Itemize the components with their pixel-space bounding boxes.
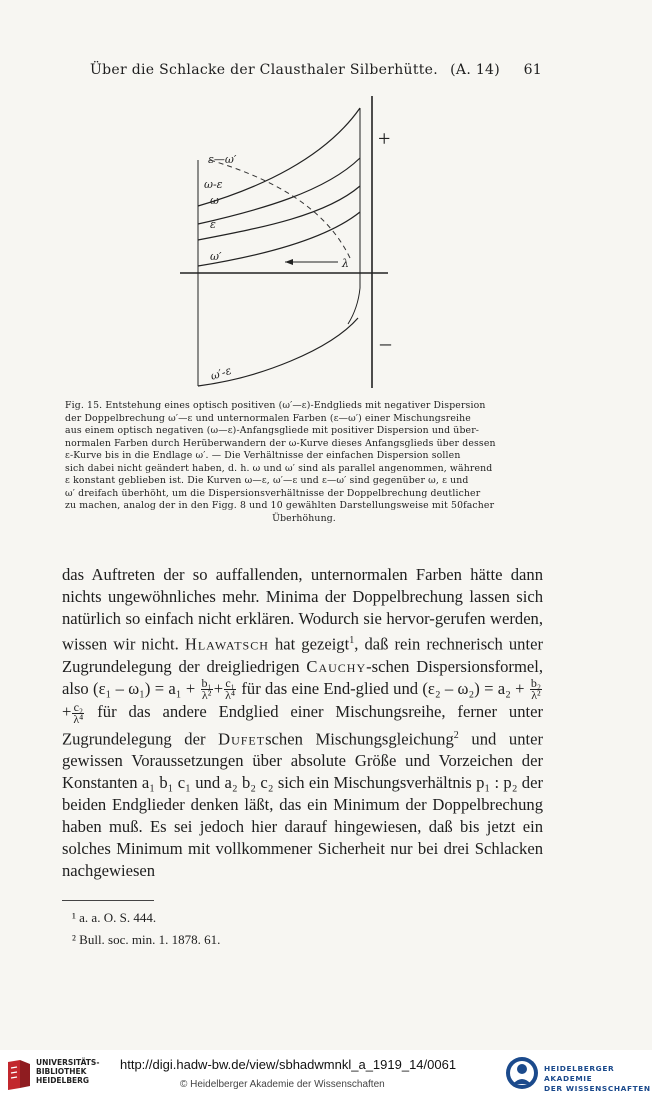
caption-line: ω′ dreifach überhöht, um die Dispersionsverhältnisse der Doppelbrechung deutlicher: [65, 487, 481, 499]
label-omega: ω: [210, 194, 219, 207]
author-cauchy: Cauchy: [306, 656, 367, 676]
footnotes: [72, 907, 220, 951]
footnote-mark-2: 2: [453, 729, 459, 741]
copyright-notice: © Heidelberger Akademie der Wissenschaften: [180, 1079, 385, 1090]
page-header: [90, 62, 542, 84]
running-title: Über die Schlacke der Clausthaler Silberhütte.: [90, 62, 439, 78]
author-hlawatsch: Hlawatsch: [184, 634, 269, 654]
label-omega-prime: ω′: [210, 250, 222, 263]
label-eps-omega-prime: ε—ω′: [208, 153, 237, 166]
curve-omega: [198, 158, 360, 224]
caption-line: ε-Kurve bis in die Endlage ω′. — Die Verhältnisse der einfachen Dispersion sollen: [65, 450, 461, 461]
permalink-url[interactable]: http://digi.hadw-bw.de/view/sbhadwmnkl_a_1919_14/0061: [120, 1057, 457, 1072]
author-dufet: Dufet: [218, 729, 266, 749]
caption-line: Fig. 15. Entstehung eines optisch positiven (ω′—ε)-Endglieds mit negativer Dispersion: [65, 400, 486, 411]
caption-line: sich dabei nicht geändert haben, d. h. ω und ω′ sind als parallel angenommen, während: [65, 462, 493, 474]
footnote-mark-1: 1: [349, 635, 355, 646]
dispersion-diagram: [150, 88, 410, 398]
academy-logo-icon: [504, 1054, 540, 1092]
caption-line: normalen Farben durch Herüberwandern der ω-Kurve dieses Anfangsglieds über dessen: [65, 437, 496, 449]
library-name: UNIVERSITÄTS- BIBLIOTHEK HEIDELBERG: [36, 1058, 100, 1085]
page-number: 61: [523, 62, 542, 78]
formula-1: (ε₁ – ω₁) = a₁ + $\frac{\text{b₁}}{\text{λ²}}$ + $\frac{\text{c₁}}{\text{λ⁴}}$: [93, 676, 236, 703]
footnote-divider: [62, 900, 154, 901]
university-library-logo-icon: [6, 1058, 32, 1092]
figure-caption: [65, 400, 543, 525]
footer-bar: [0, 1050, 652, 1097]
formula-2: (ε₂ – ω₂) = a₂ + $\frac{\text{b₂}}{\text{λ²}}$ + $\frac{\text{c₂}}{\text{λ⁴}}$: [62, 676, 542, 726]
caption-line: zu machen, analog der in den Figg. 8 und 10 gewählten Darstellungsweise mit 50facher: [65, 500, 495, 511]
minus-sign: –: [380, 330, 391, 355]
figure-15: [150, 88, 410, 398]
caption-line: ε konstant geblieben ist. Die Kurven ω—ε, ω′—ε und ε—ω′ sind gegenüber ω, ε und: [65, 475, 469, 486]
caption-line: aus einem optisch negativen (ω—ε)-Anfangsgliede mit positiver Dispersion und über-: [65, 425, 480, 436]
body-text: [62, 564, 543, 882]
curve-omega-prime: [198, 212, 360, 266]
paragraph: das Auftreten der so auffallenden, unternormalen Farben hätte dann nichts ungewöhnliches mehr. Minima der Doppelbrechung lassen sich natürlich so einfach nicht erklären. Wodurch sie hervor-gerufen werden, wissen wir nicht. Hlawatsch hat gezeigt$^1$, daß rein rechnerisch unter Zugrundelegung der dreigliedrigen Cauchy-schen Dispersionsformel, also (ε₁ – ω₁) = a₁ + $\frac{\text{b₁}}{\text{λ²}}$ + $\frac{\text{c₁}}{\text{λ⁴}}$ für das eine End-glied und (ε₂ – ω₂) = a₂ + $\frac{\text{b₂}}{\text{λ²}}$ + $\frac{\text{c₂}}{\text{λ⁴}}$ für das andere Endglied einer Mischungsreihe, ferner unter Zugrundelegung der Dufetschen Mischungsgleichung$^2$ und unter gewissen Voraussetzungen über absolute Größe und Vorzeichen der Konstanten a₁ b₁ c₁ und a₂ b₂ c₂ sich ein Mischungsverhältnis p₁ : p₂ der beiden Endglieder denken läßt, das ein Minimum der Doppelbrechung haben muß. Es sei jedoch hier darauf hingewiesen, daß bis jetzt ein solches Minimum mit vollkommener Sicherheit nur bei drei Schlacken nachgewiesen: [62, 565, 544, 881]
footnote-2: ² Bull. soc. min. 1. 1878. 61.: [72, 932, 221, 947]
caption-line: der Doppelbrechung ω′—ε und unternormalen Farben (ε—ω′) einer Mischungsreihe: [65, 412, 471, 424]
plus-sign: +: [378, 126, 391, 151]
curve-epsilon: [198, 186, 360, 240]
label-omega-eps: ω-ε: [204, 178, 223, 191]
section-reference: (A. 14): [450, 62, 500, 78]
caption-last-line: Überhöhung.: [272, 512, 336, 524]
footnote-1: ¹ a. a. O. S. 444.: [72, 910, 157, 925]
label-lambda: λ: [342, 257, 349, 270]
label-omega-prime-eps: ω′-ε: [208, 363, 233, 383]
label-epsilon: ε: [210, 218, 216, 231]
arrowhead-icon: [285, 259, 293, 265]
academy-name: HEIDELBERGER AKADEMIE DER WISSENSCHAFTEN: [544, 1064, 651, 1093]
